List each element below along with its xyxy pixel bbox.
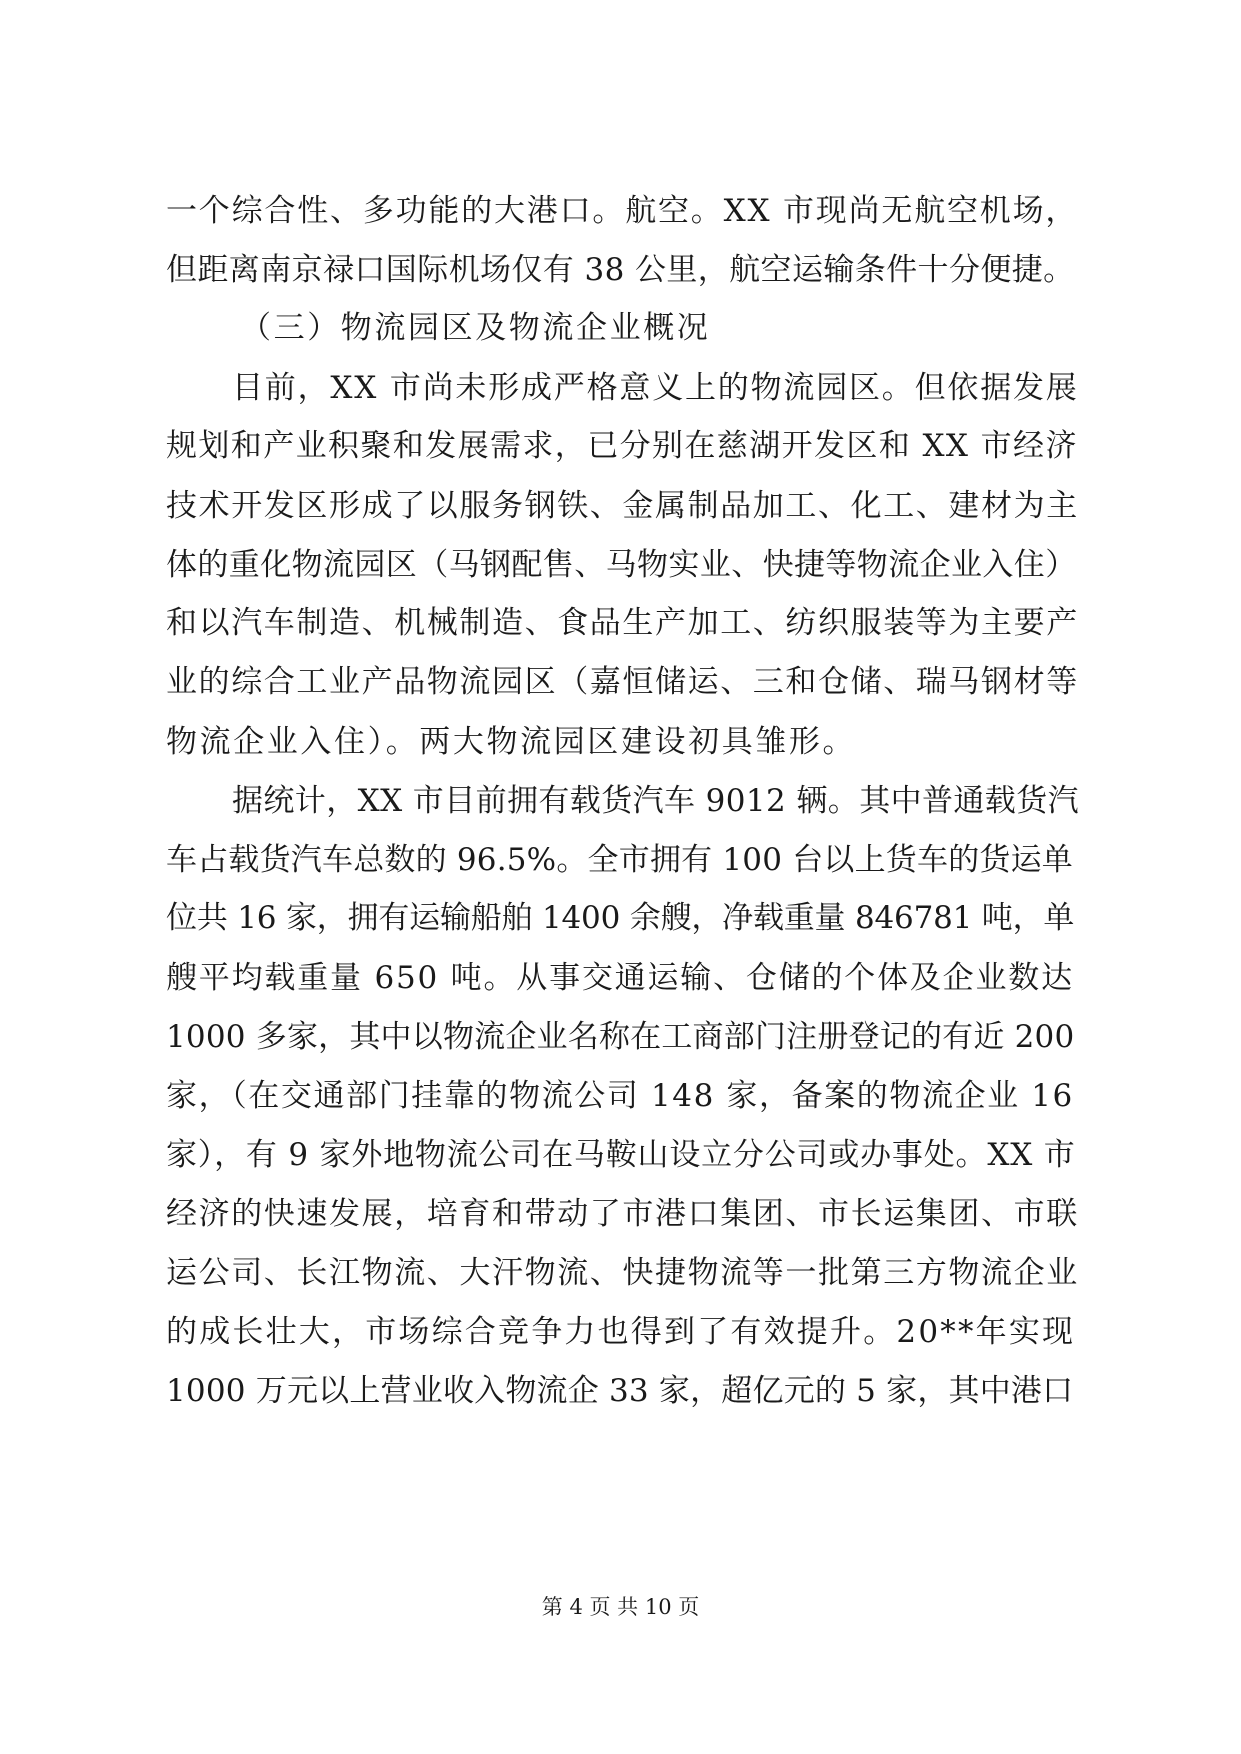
body-line: 家，（在交通部门挂靠的物流公司 148 家，备案的物流企业 16 [166,1078,1074,1114]
body-line: 和以汽车制造、机械制造、食品生产加工、纺织服装等为主要产 [166,605,1079,641]
body-line: 规划和产业积聚和发展需求，已分别在慈湖开发区和 XX 市经济 [166,428,1078,464]
body-line: 一个综合性、多功能的大港口。航空。XX 市现尚无航空机场， [166,193,1079,229]
body-line: 位共 16 家，拥有运输船舶 1400 余艘，净载重量 846781 吨，单 [166,900,1075,936]
body-line: 物流企业入住）。两大物流园区建设初具雏形。 [166,724,857,760]
body-line: 技术开发区形成了以服务钢铁、金属制品加工、化工、建材为主 [166,488,1079,524]
body-line: 目前，XX 市尚未形成严格意义上的物流园区。但依据发展 [232,370,1079,406]
body-line: 经济的快速发展，培育和带动了市港口集团、市长运集团、市联 [166,1196,1079,1232]
body-line: 体的重化物流园区（马钢配售、马物实业、快捷等物流企业入住） [166,547,1077,583]
body-line: 但距离南京禄口国际机场仅有 38 公里，航空运输条件十分便捷。 [166,252,1075,288]
body-line: 1000 多家，其中以物流企业名称在工商部门注册登记的有近 200 [166,1019,1075,1055]
body-line: 运公司、长江物流、大汗物流、快捷物流等一批第三方物流企业 [166,1255,1079,1291]
body-line: 据统计，XX 市目前拥有载货汽车 9012 辆。其中普通载货汽 [232,783,1079,819]
body-line: 的成长壮大，市场综合竞争力也得到了有效提升。20**年实现 [166,1314,1076,1350]
body-line: 1000 万元以上营业收入物流企 33 家，超亿元的 5 家，其中港口 [166,1373,1074,1409]
body-line: 家），有 9 家外地物流公司在马鞍山设立分公司或办事处。XX 市 [166,1137,1076,1173]
body-line: 车占载货汽车总数的 96.5%。全市拥有 100 台以上货车的货运单 [166,842,1074,878]
body-line: 业的综合工业产品物流园区（嘉恒储运、三和仓储、瑞马钢材等 [166,664,1079,700]
section-heading: （三）物流园区及物流企业概况 [240,310,711,346]
body-line: 艘平均载重量 650 吨。从事交通运输、仓储的个体及企业数达 [166,960,1074,996]
page-number-footer: 第 4 页 共 10 页 [541,1595,700,1619]
